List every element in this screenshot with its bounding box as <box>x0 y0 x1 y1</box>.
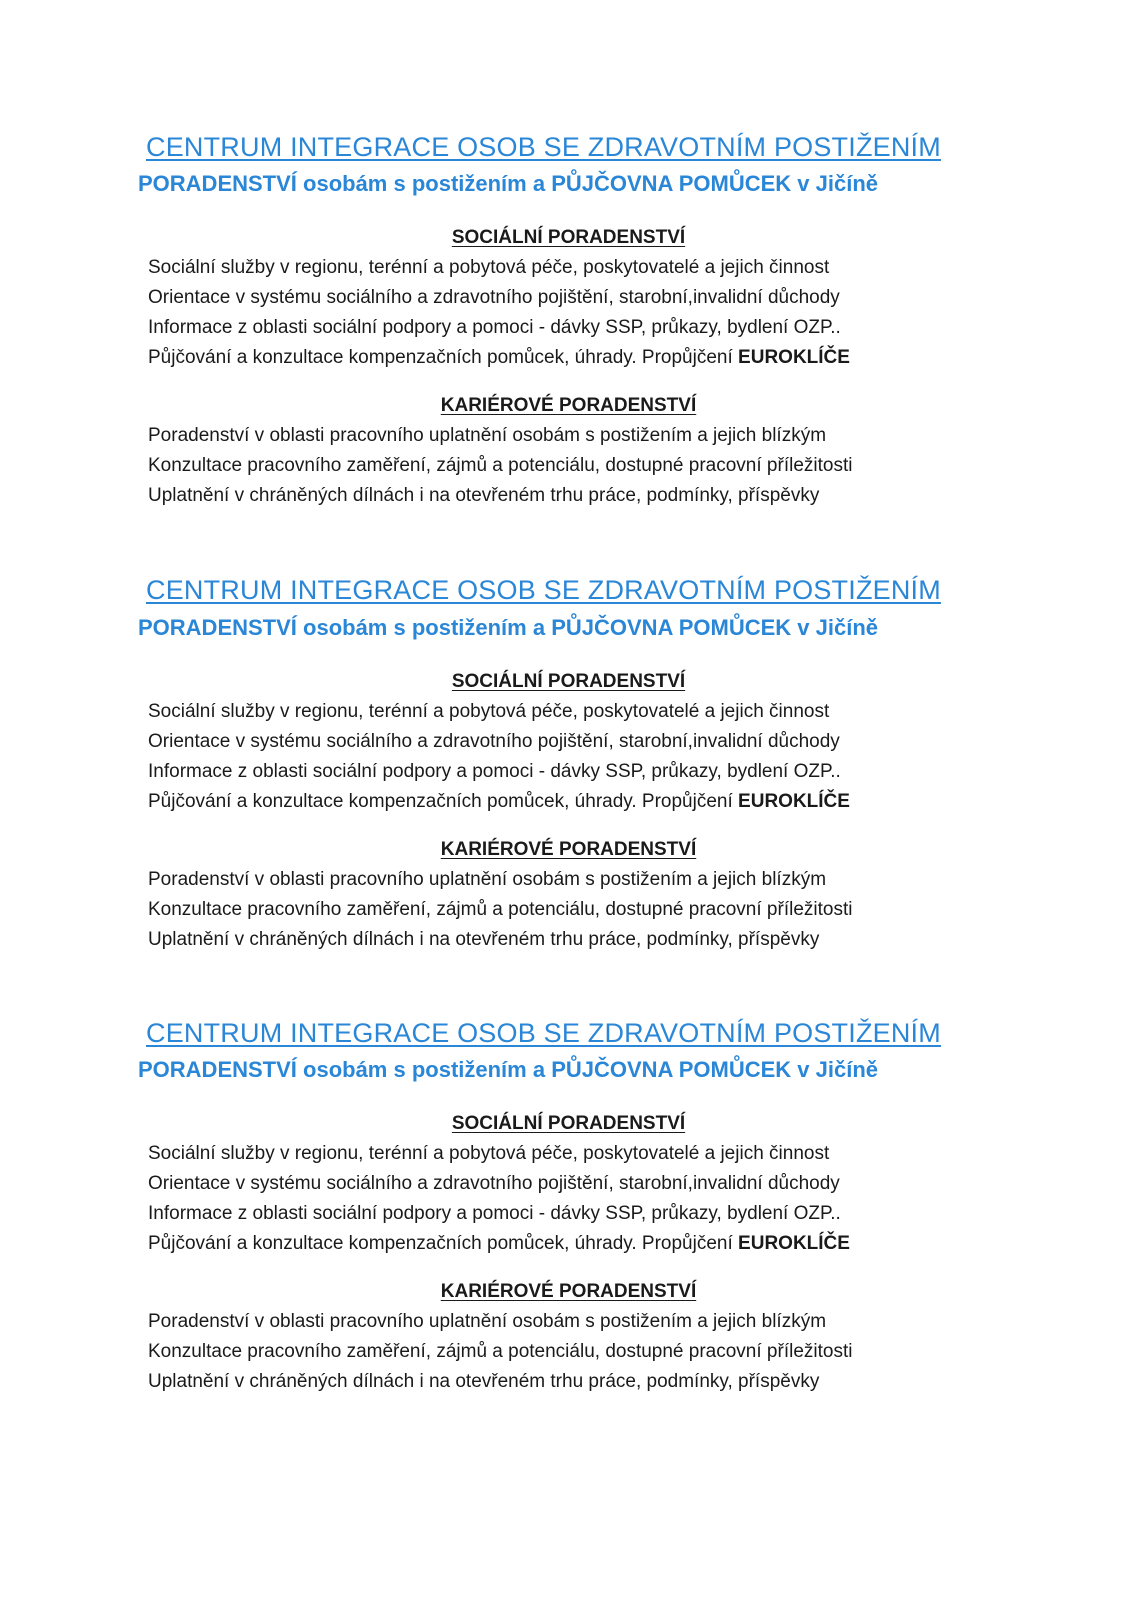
social-line-text: Půjčování a konzultace kompenzačních pomůcek, úhrady. Propůjčení <box>148 791 739 812</box>
social-line: Informace z oblasti sociální podpory a pomoci - dávky SSP, průkazy, bydlení OZP.. <box>148 1203 841 1224</box>
career-line: Konzultace pracovního zaměření, zájmů a potenciálu, dostupné pracovní příležitosti <box>148 899 853 920</box>
social-line: Sociální služby v regionu, terénní a pobytová péče, poskytovatelé a jejich činnost <box>148 701 830 722</box>
social-line: Sociální služby v regionu, terénní a pobytová péče, poskytovatelé a jejich činnost <box>148 257 830 278</box>
social-line: Informace z oblasti sociální podpory a pomoci - dávky SSP, průkazy, bydlení OZP.. <box>148 761 841 782</box>
social-heading: SOCIÁLNÍ PORADENSTVÍ <box>451 1113 686 1134</box>
career-line: Poradenství v oblasti pracovního uplatnění osobám s postižením a jejich blízkým <box>148 425 827 446</box>
social-lines <box>148 697 1008 817</box>
eurokey-label: EUROKLÍČE <box>738 347 850 368</box>
career-line: Uplatnění v chráněných dílnách i na otevřeném trhu práce, podmínky, příspěvky <box>148 485 820 506</box>
block-title: CENTRUM INTEGRACE OSOB SE ZDRAVOTNÍM POSTIŽENÍM <box>146 1018 941 1048</box>
eurokey-label: EUROKLÍČE <box>738 791 850 812</box>
career-line: Uplatnění v chráněných dílnách i na otevřeném trhu práce, podmínky, příspěvky <box>148 1371 820 1392</box>
social-heading: SOCIÁLNÍ PORADENSTVÍ <box>451 671 686 692</box>
career-line: Konzultace pracovního zaměření, zájmů a potenciálu, dostupné pracovní příležitosti <box>148 455 853 476</box>
social-lines <box>148 253 1008 373</box>
social-line-text: Půjčování a konzultace kompenzačních pomůcek, úhrady. Propůjčení <box>148 1233 739 1254</box>
block-title: CENTRUM INTEGRACE OSOB SE ZDRAVOTNÍM POSTIŽENÍM <box>146 132 941 162</box>
career-line: Konzultace pracovního zaměření, zájmů a potenciálu, dostupné pracovní příležitosti <box>148 1341 853 1362</box>
social-line <box>148 1229 1008 1259</box>
social-line: Orientace v systému sociálního a zdravotního pojištění, starobní,invalidní důchody <box>148 731 840 752</box>
social-line: Orientace v systému sociálního a zdravotního pojištění, starobní,invalidní důchody <box>148 287 840 308</box>
career-lines <box>148 1307 1008 1397</box>
career-heading: KARIÉROVÉ PORADENSTVÍ <box>440 1281 697 1302</box>
career-line: Uplatnění v chráněných dílnách i na otevřeném trhu práce, podmínky, příspěvky <box>148 929 820 950</box>
block-title: CENTRUM INTEGRACE OSOB SE ZDRAVOTNÍM POSTIŽENÍM <box>146 575 941 605</box>
career-line: Poradenství v oblasti pracovního uplatnění osobám s postižením a jejich blízkým <box>148 869 827 890</box>
career-lines <box>148 421 1008 511</box>
block-subtitle: PORADENSTVÍ osobám s postižením a PŮJČOVNA POMŮCEK v Jičíně <box>138 615 879 640</box>
social-line <box>148 787 1008 817</box>
block-subtitle: PORADENSTVÍ osobám s postižením a PŮJČOVNA POMŮCEK v Jičíně <box>138 171 879 196</box>
social-line: Informace z oblasti sociální podpory a pomoci - dávky SSP, průkazy, bydlení OZP.. <box>148 317 841 338</box>
career-lines <box>148 865 1008 955</box>
social-line <box>148 343 1008 373</box>
block-subtitle: PORADENSTVÍ osobám s postižením a PŮJČOVNA POMŮCEK v Jičíně <box>138 1057 879 1082</box>
career-heading: KARIÉROVÉ PORADENSTVÍ <box>440 839 697 860</box>
social-line-text: Půjčování a konzultace kompenzačních pomůcek, úhrady. Propůjčení <box>148 347 739 368</box>
social-line: Sociální služby v regionu, terénní a pobytová péče, poskytovatelé a jejich činnost <box>148 1143 830 1164</box>
career-line: Poradenství v oblasti pracovního uplatnění osobám s postižením a jejich blízkým <box>148 1311 827 1332</box>
career-heading: KARIÉROVÉ PORADENSTVÍ <box>440 395 697 416</box>
social-heading: SOCIÁLNÍ PORADENSTVÍ <box>451 227 686 248</box>
eurokey-label: EUROKLÍČE <box>738 1233 850 1254</box>
social-lines <box>148 1139 1008 1259</box>
social-line: Orientace v systému sociálního a zdravotního pojištění, starobní,invalidní důchody <box>148 1173 840 1194</box>
